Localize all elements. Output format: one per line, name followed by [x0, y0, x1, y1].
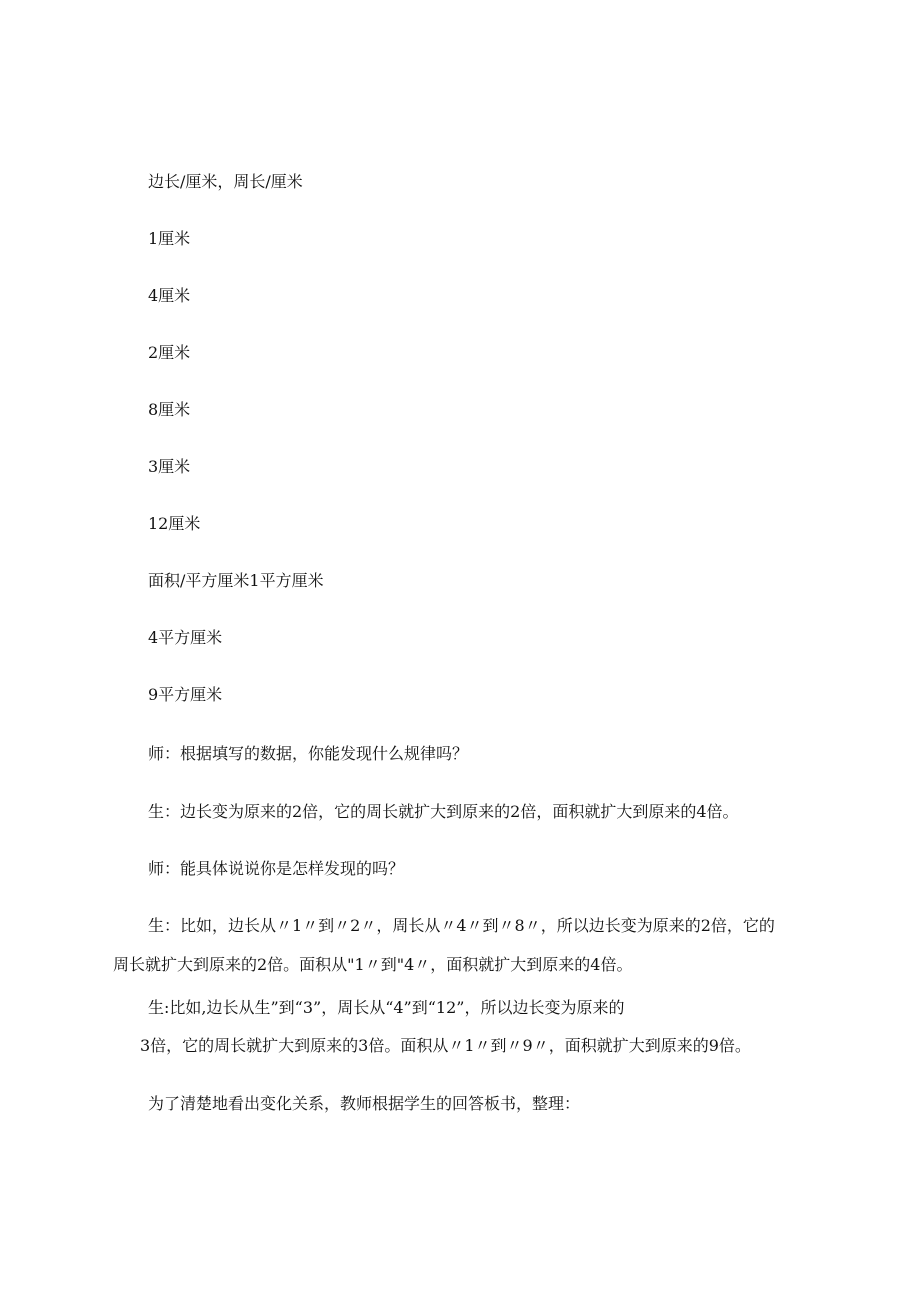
student-answer-line: 3倍，它的周长就扩大到原来的3倍。面积从〃1〃到〃9〃，面积就扩大到原来的9倍。 — [140, 1036, 751, 1055]
table-header-line: 边长/厘米，周长/厘米 — [148, 172, 303, 191]
area-header-line: 面积/平方厘米1平方厘米 — [148, 571, 324, 590]
value-line: 4平方厘米 — [148, 628, 223, 647]
teacher-question: 师：能具体说说你是怎样发现的吗？ — [148, 859, 405, 878]
teacher-question: 师：根据填写的数据，你能发现什么规律吗？ — [148, 744, 469, 763]
value-line: 1厘米 — [148, 229, 191, 248]
value-line: 12厘米 — [148, 514, 201, 533]
value-line: 8厘米 — [148, 400, 191, 419]
student-answer: 生：边长变为原来的2倍，它的周长就扩大到原来的2倍，面积就扩大到原来的4倍。 — [148, 802, 739, 821]
value-line: 2厘米 — [148, 343, 191, 362]
value-line: 3厘米 — [148, 457, 191, 476]
closing-paragraph: 为了清楚地看出变化关系，教师根据学生的回答板书，整理： — [148, 1094, 581, 1113]
value-line: 9平方厘米 — [148, 685, 223, 704]
student-answer-line: 生:比如,边长从生”到“3”，周长从“4”到“12”，所以边长变为原来的 — [148, 998, 625, 1017]
student-answer-line: 生：比如，边长从〃1〃到〃2〃，周长从〃4〃到〃8〃，所以边长变为原来的2倍，它的 — [148, 916, 775, 935]
value-line: 4厘米 — [148, 286, 191, 305]
student-answer-line: 周长就扩大到原来的2倍。面积从"1〃到"4〃，面积就扩大到原来的4倍。 — [113, 955, 633, 974]
